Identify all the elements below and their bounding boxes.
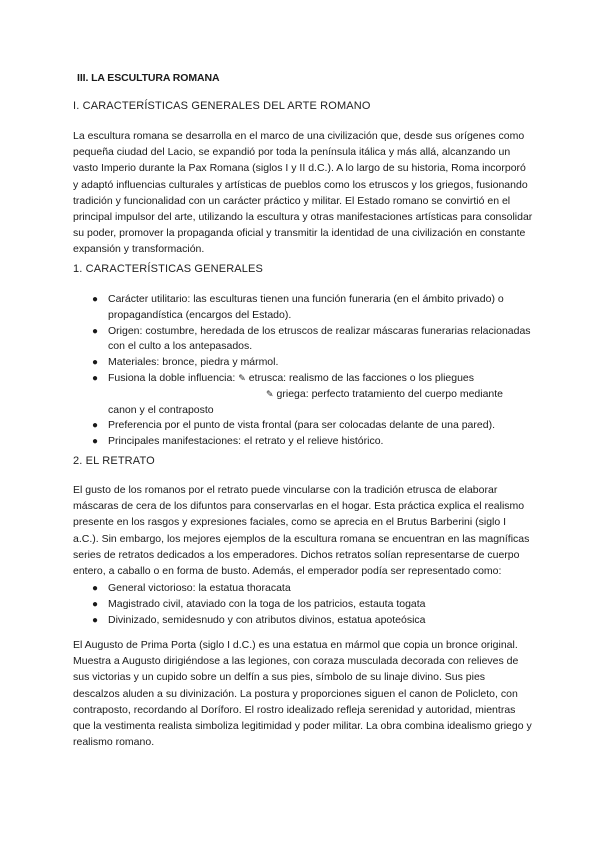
list-item (92, 324, 532, 356)
section-heading-characteristics: 1. CARACTERÍSTICAS GENERALES (73, 263, 264, 275)
influence-griega: griega: perfecto tratamiento del cuerpo mediante (276, 387, 504, 400)
characteristics-list (92, 292, 532, 450)
list-item (92, 434, 532, 450)
list-item-text: Origen: costumbre, heredada de los etruscos de realizar máscaras funerarias relacionadas con el culto a los antepasados. (108, 324, 531, 353)
list-item (92, 581, 532, 597)
list-item (92, 597, 532, 613)
bullet-icon: ● (92, 372, 99, 384)
list-item (92, 613, 532, 629)
list-item-influence (92, 371, 532, 418)
section-heading-portrait: 2. EL RETRATO (73, 455, 155, 467)
list-item-text: Materiales: bronce, piedra y mármol. (108, 356, 279, 369)
influence-lead: Fusiona la doble influencia: (108, 371, 236, 384)
bullet-icon: ● (92, 357, 99, 369)
list-item (92, 418, 532, 434)
pencil-icon: ✎ (266, 388, 274, 399)
bullet-icon: ● (92, 614, 99, 626)
list-item-text: Magistrado civil, ataviado con la toga de los patricios, estauta togata (108, 597, 426, 610)
list-item-text: Divinizado, semidesnudo y con atributos divinos, estatua apoteósica (108, 613, 426, 626)
bullet-icon: ● (92, 436, 99, 448)
list-item-text: General victorioso: la estatua thoracata (108, 582, 291, 594)
augustus-paragraph: El Augusto de Prima Porta (siglo I d.C.) es una estatua en mármol que copia un bronce original. Muestra a Augusto dirigiéndose a las legiones, con coraza musculada decorada con relieves de sus victorias y un cupido sobre un delfín a sus pies, símbolo de su linaje divino. Sus pies descalzos aluden a su divinización. La postura y proporciones siguen el canon de Policleto, con contraposto, recordando al Doríforo. El rostro idealizado refleja serenidad y autoridad, mientras que la vestimenta realista simboliza legitimidad y poder militar. La obra combina idealismo griego y realismo romano. (73, 639, 532, 749)
list-item (92, 292, 532, 324)
list-item (92, 355, 532, 371)
bullet-icon: ● (92, 325, 99, 337)
influence-etrusca: etrusca: realismo de las facciones o los pliegues (248, 371, 475, 384)
list-item-text: Carácter utilitario: las esculturas tienen una función funeraria (en el ámbito privado) o propagandística (encargos del Estado). (108, 293, 504, 321)
intro-paragraph: La escultura romana se desarrolla en el marco de una civilización que, desde sus orígenes como pequeña ciudad del Lacio, se expandió por toda la península itálica y más allá, alcanzando un vasto Imperio durante la Pax Romana (siglos I y II d.C.). A lo largo de su historia, Roma incorporó y adaptó influencias culturales y artísticas de pueblos como los etruscos y los griegos, fusionando tradición y funcionalidad con un carácter práctico y militar. El Estado romano se convirtió en el principal impulsor del arte, utilizando la escultura y otras manifestaciones artísticas para consolidar su poder, promover la propaganda oficial y transmitir la identidad de una civilización en constante expansión y transformación. (73, 130, 533, 256)
list-item-text: Principales manifestaciones: el retrato y el relieve histórico. (108, 435, 384, 448)
pencil-icon: ✎ (238, 372, 246, 383)
list-item-text: Preferencia por el punto de vista frontal (para ser colocadas delante de una pared). (108, 419, 495, 432)
bullet-icon: ● (92, 583, 99, 594)
portrait-paragraph: El gusto de los romanos por el retrato puede vincularse con la tradición etrusca de elaborar máscaras de cera de los difuntos para conservarlas en el hogar. Esta práctica explica el realismo presente en los rasgos y expresiones faciales, como se aprecia en el Brutus Barberini (siglo I a.C.). Sin embargo, los mejores ejemplos de la escultura romana se encuentran en las magníficas series de retratos dedicados a los emperadores. Dichos retratos solían representarse de cuerpo entero, a caballo o en forma de busto. Además, el emperador podía ser representado como: (73, 484, 530, 578)
emperor-types-list (92, 581, 532, 628)
influence-cont: canon y el contraposto (108, 403, 214, 416)
bullet-icon: ● (92, 598, 99, 610)
bullet-icon: ● (92, 420, 99, 432)
bullet-icon: ● (92, 294, 99, 305)
document-title: III. LA ESCULTURA ROMANA (77, 72, 220, 84)
section-heading-main: I. CARACTERÍSTICAS GENERALES DEL ARTE ROMANO (73, 100, 371, 112)
